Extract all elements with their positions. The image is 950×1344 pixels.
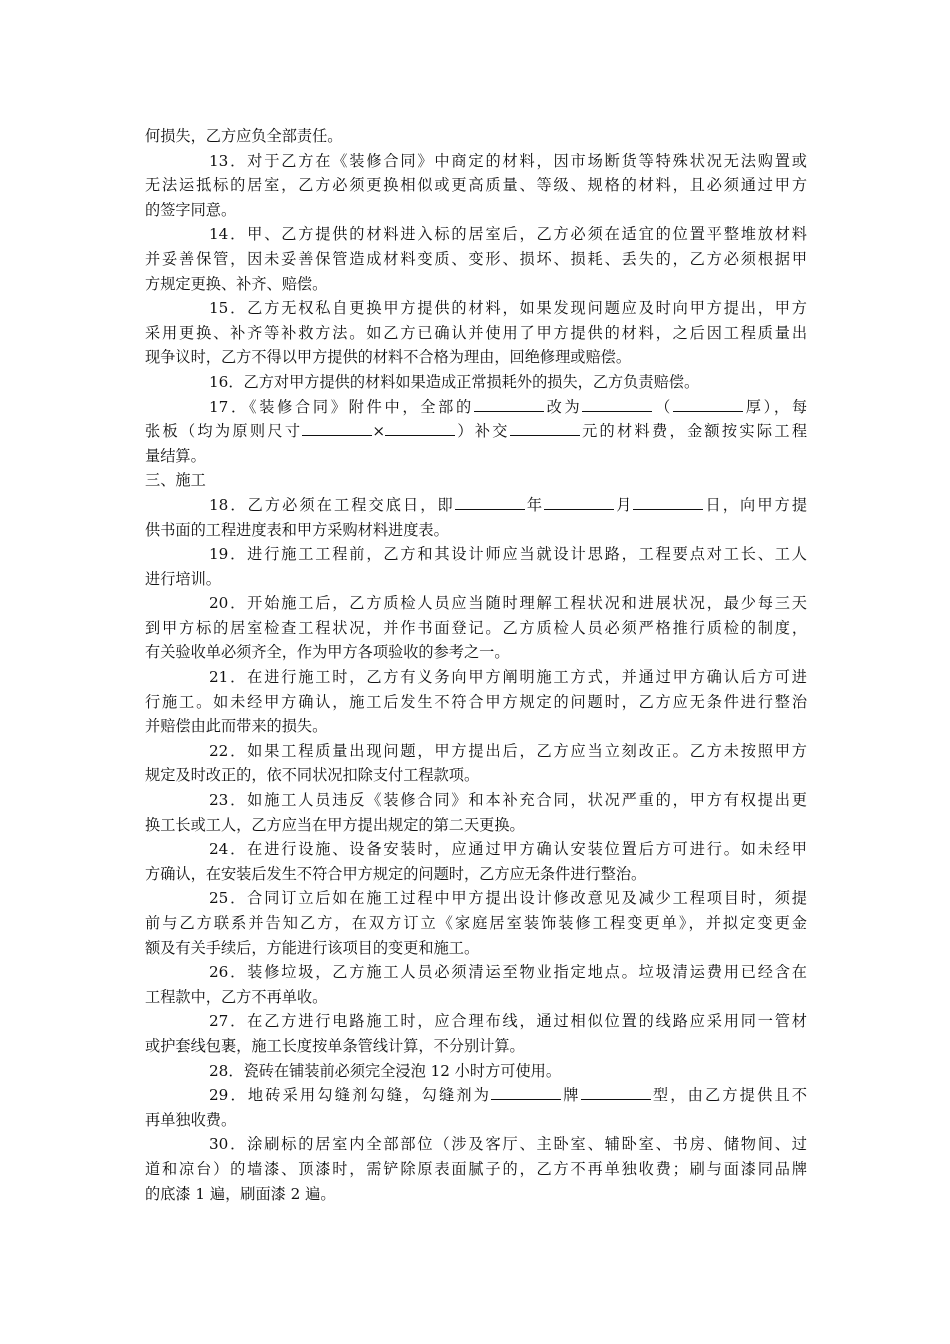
fill-in-blank[interactable] bbox=[581, 1084, 651, 1100]
text-line: 方规定更换、补齐、赔偿。 bbox=[145, 274, 328, 293]
text-line: 换工长或工人，乙方应当在甲方提出规定的第二天更换。 bbox=[145, 815, 525, 834]
text-line: 无法运抵标的居室，乙方必须更换相似或更高质量、等级、规格的材料，且必须通过甲方 bbox=[145, 176, 807, 195]
text-line: 26．装修垃圾，乙方施工人员必须清运至物业指定地点。垃圾清运费用已经含在 bbox=[209, 963, 807, 982]
text-line: 何损失，乙方应负全部责任。 bbox=[145, 127, 343, 145]
text-line: 张板（均为原则尺寸 × ）补交 元的材料费，金额按实际工程 bbox=[145, 422, 808, 441]
text-line: 25．合同订立后如在施工过程中甲方提出设计修改意见及减少工程项目时，须提 bbox=[209, 889, 807, 908]
text-line: 的底漆 1 遍，刷面漆 2 遍。 bbox=[145, 1184, 336, 1203]
text-line: 13．对于乙方在《装修合同》中商定的材料，因市场断货等特殊状况无法购置或 bbox=[209, 151, 807, 170]
text-line: 17．《装修合同》附件中，全部的 改为 （ 厚），每 bbox=[209, 397, 808, 416]
text-line: 23．如施工人员违反《装修合同》和本补充合同，状况严重的，甲方有权提出更 bbox=[209, 791, 807, 810]
text-line: 22．如果工程质量出现问题，甲方提出后，乙方应当立刻改正。乙方未按照甲方 bbox=[209, 741, 807, 760]
text-line: 额及有关手续后，方能进行该项目的变更和施工。 bbox=[145, 938, 480, 957]
fill-in-blank[interactable] bbox=[302, 420, 372, 436]
fill-in-blank[interactable] bbox=[491, 1084, 561, 1100]
text-line: 30．涂刷标的居室内全部部位（涉及客厅、主卧室、辅卧室、书房、储物间、过 bbox=[209, 1135, 807, 1154]
fill-in-blank[interactable] bbox=[673, 396, 743, 412]
text-line: 21．在进行施工时，乙方有义务向甲方阐明施工方式，并通过甲方确认后方可进 bbox=[209, 668, 807, 687]
fill-in-blank[interactable] bbox=[455, 494, 525, 510]
text-line: 20．开始施工后，乙方质检人员应当随时理解工程状况和进展状况，最少每三天 bbox=[209, 594, 807, 613]
text-line: 24．在进行设施、设备安装时，应通过甲方确认安装位置后方可进行。如未经甲 bbox=[209, 840, 807, 859]
text-line: 14．甲、乙方提供的材料进入标的居室后，乙方必须在适宜的位置平整堆放材料 bbox=[209, 225, 807, 244]
text-line: 进行培训。 bbox=[145, 569, 221, 588]
text-line: 道和凉台）的墙漆、顶漆时，需铲除原表面腻子的，乙方不再单独收费；刷与面漆同品牌 bbox=[145, 1159, 807, 1178]
fill-in-blank[interactable] bbox=[474, 396, 544, 412]
text-line: 工程款中，乙方不再单收。 bbox=[145, 987, 328, 1006]
text-line: 28．瓷砖在铺装前必须完全浸泡 12 小时方可使用。 bbox=[209, 1061, 562, 1080]
text-line: 规定及时改正的，依不同状况扣除支付工程款项。 bbox=[145, 766, 480, 785]
text-line: 量结算。 bbox=[145, 446, 206, 465]
text-line: 16．乙方对甲方提供的材料如果造成正常损耗外的损失，乙方负责赔偿。 bbox=[209, 372, 700, 391]
fill-in-blank[interactable] bbox=[544, 494, 614, 510]
text-line: 18．乙方必须在工程交底日，即 年 月 日，向甲方提 bbox=[209, 495, 808, 514]
document-page bbox=[145, 124, 807, 1206]
fill-in-blank[interactable] bbox=[582, 396, 652, 412]
text-line: 现争议时，乙方不得以甲方提供的材料不合格为理由，回绝修理或赔偿。 bbox=[145, 348, 631, 367]
text-line: 方确认，在安装后发生不符合甲方规定的问题时，乙方应无条件进行整治。 bbox=[145, 864, 647, 883]
text-line: 供书面的工程进度表和甲方采购材料进度表。 bbox=[145, 520, 449, 539]
text-line: 或护套线包裹，施工长度按单条管线计算，不分别计算。 bbox=[145, 1036, 525, 1055]
fill-in-blank[interactable] bbox=[510, 420, 580, 436]
text-line: 再单独收费。 bbox=[145, 1110, 237, 1129]
text-line: 29．地砖采用勾缝剂勾缝，勾缝剂为 牌 型，由乙方提供且不 bbox=[209, 1086, 808, 1105]
text-line: 三、施工 bbox=[145, 471, 206, 490]
text-line: 有关验收单必须齐全，作为甲方各项验收的参考之一。 bbox=[145, 643, 510, 662]
fill-in-blank[interactable] bbox=[385, 420, 455, 436]
text-line: 的签字同意。 bbox=[145, 200, 237, 219]
text-line: 15．乙方无权私自更换甲方提供的材料，如果发现问题应及时向甲方提出，甲方 bbox=[209, 299, 807, 318]
text-line: 到甲方标的居室检查工程状况，并作书面登记。乙方质检人员必须严格推行质检的制度， bbox=[145, 618, 807, 637]
text-line: 并妥善保管，因未妥善保管造成材料变质、变形、损坏、损耗、丢失的，乙方必须根据甲 bbox=[145, 249, 807, 268]
fill-in-blank[interactable] bbox=[633, 494, 703, 510]
text-line: 并赔偿由此而带来的损失。 bbox=[145, 717, 328, 736]
text-line: 前与乙方联系并告知乙方，在双方订立《家庭居室装饰装修工程变更单》，并拟定变更金 bbox=[145, 914, 807, 932]
text-line: 行施工。如未经甲方确认，施工后发生不符合甲方规定的问题时，乙方应无条件进行整治 bbox=[145, 692, 807, 711]
text-line: 19．进行施工工程前，乙方和其设计师应当就设计思路，工程要点对工长、工人 bbox=[209, 545, 807, 564]
text-line: 采用更换、补齐等补救方法。如乙方已确认并使用了甲方提供的材料，之后因工程质量出 bbox=[145, 323, 807, 342]
text-line: 27．在乙方进行电路施工时，应合理布线，通过相似位置的线路应采用同一管材 bbox=[209, 1012, 807, 1031]
